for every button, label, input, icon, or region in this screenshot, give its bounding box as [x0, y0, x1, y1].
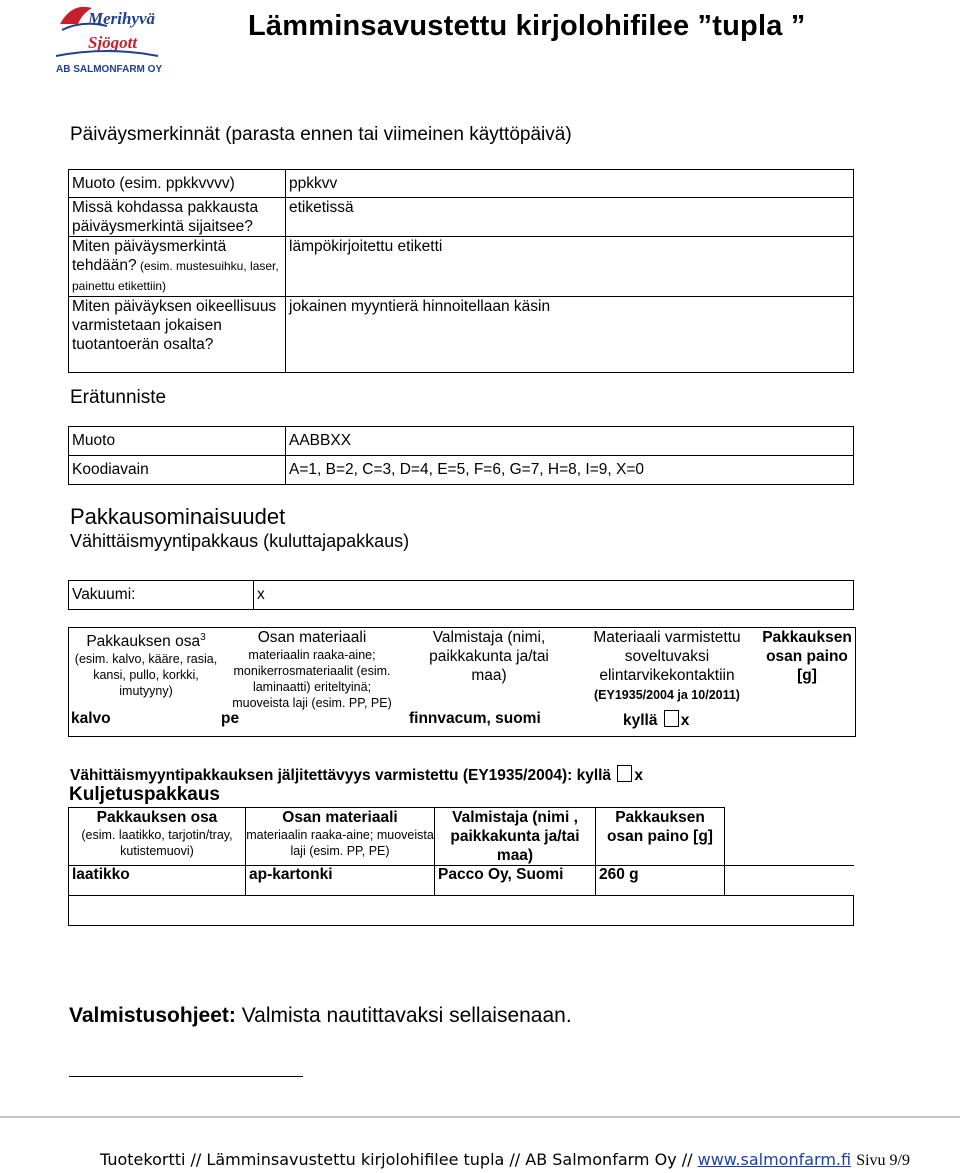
packaging-heading: Pakkausominaisuudet: [70, 504, 286, 529]
date-method-label: Miten päiväysmerkintä tehdään? (esim. mustesuihku, laser, painettu etikettiin): [69, 237, 286, 297]
divider-line: [69, 1076, 303, 1077]
retail-col-material-head: Osan materiaali: [257, 629, 367, 646]
footer-divider: [0, 1116, 960, 1118]
vacuum-table: [68, 580, 854, 610]
retail-col-part-hint: (esim. kalvo, kääre, rasia, kansi, pullo, korkki, imutyyny): [74, 652, 218, 699]
svg-text:Sjögott: Sjögott: [88, 33, 138, 52]
retail-col-part: [73, 628, 219, 699]
transport-col-part: Pakkauksen osa (esim. laatikko, tarjotin/tray, kutistemuovi): [69, 808, 246, 866]
retail-col-part-head: Pakkauksen osa$^3$: [86, 632, 206, 651]
retail-col-approved-head: Materiaali varmistettu soveltuvaksi elintarvikekontaktiin: [593, 629, 741, 684]
date-check-label: Miten päiväyksen oikeellisuus varmistetaan jokaisen tuotantoerän osalta?: [69, 297, 286, 373]
transport-manufacturer-value: Pacco Oy, Suomi: [435, 866, 596, 896]
svg-text:Merihyvä: Merihyvä: [88, 9, 156, 28]
retail-material-value: pe: [221, 710, 240, 727]
date-method-value: lämpökirjoitettu etiketti: [286, 237, 854, 297]
page-footer: Tuotekortti // Lämminsavustettu kirjolohifilee tupla // AB Salmonfarm Oy // www.salmonfarm.fi Sivu 9/9: [100, 1150, 910, 1169]
retail-col-approved-hint: (EY1935/2004 ja 10/2011): [594, 688, 740, 702]
packaging-subheading: Vähittäismyyntipakkaus (kuluttajapakkaus): [70, 531, 410, 551]
checkbox-icon: [664, 710, 679, 727]
retail-col-approved: [577, 628, 757, 703]
batch-key-value: A=1, B=2, C=3, D=4, E=5, F=6, G=7, H=8, I=9, X=0: [286, 456, 854, 485]
retail-part-value: kalvo: [71, 710, 111, 727]
retail-col-weight-head: Pakkauksen osan paino [g]: [762, 629, 852, 684]
vacuum-value: x: [254, 581, 854, 610]
batch-table: [68, 426, 854, 485]
svg-text:AB SALMONFARM OY: AB SALMONFARM OY: [56, 64, 162, 75]
page-number: Sivu 9/9: [856, 1152, 910, 1169]
batch-section-heading: Erätunniste: [70, 387, 167, 408]
date-location-label: Missä kohdassa pakkausta päiväysmerkintä sijaitsee?: [69, 198, 286, 237]
date-section-heading: Päiväysmerkinnät (parasta ennen tai viimeinen käyttöpäivä): [70, 124, 572, 145]
retail-col-material-hint: materiaalin raaka-aine; monikerrosmateriaalit (esim. laminaatti) eriteltyinä; muoveista laji (esim. PP, PE): [232, 648, 392, 710]
transport-part-value: laatikko: [69, 866, 246, 896]
company-logo: [52, 0, 162, 78]
batch-format-value: AABBXX: [286, 427, 854, 456]
vacuum-label: Vakuumi:: [69, 581, 254, 610]
retail-col-manufacturer-head: Valmistaja (nimi, paikkakunta ja/tai maa): [429, 629, 549, 684]
traceability-statement: Vähittäismyyntipakkauksen jäljitettävyys varmistettu (EY1935/2004): kyllä x: [70, 767, 643, 784]
retail-manufacturer-value: finnvacum, suomi: [409, 710, 541, 727]
checkbox-icon: [617, 765, 632, 782]
transport-col-material: Osan materiaali materiaalin raaka-aine; muoveista laji (esim. PP, PE): [246, 808, 435, 866]
transport-packaging-table: [68, 807, 854, 926]
batch-key-label: Koodiavain: [69, 456, 286, 485]
transport-heading: Kuljetuspakkaus: [69, 784, 220, 805]
transport-material-value: ap-kartonki: [246, 866, 435, 896]
document-title: Lämminsavustettu kirjolohifilee ”tupla ”: [248, 10, 806, 42]
transport-col-weight: Pakkauksen osan paino [g]: [596, 808, 725, 866]
retail-col-material: [224, 628, 400, 711]
transport-empty-row: [69, 896, 854, 926]
preparation-instructions: Valmistusohjeet: Valmista nautittavaksi sellaisenaan.: [69, 1004, 572, 1027]
website-link[interactable]: www.salmonfarm.fi: [697, 1150, 852, 1169]
transport-col-manufacturer: Valmistaja (nimi , paikkakunta ja/tai maa): [435, 808, 596, 866]
date-format-value: ppkkvv: [286, 170, 854, 198]
retail-approved-value: kyllä x: [623, 712, 690, 729]
batch-format-label: Muoto: [69, 427, 286, 456]
retail-packaging-table: [68, 627, 856, 737]
retail-col-weight: [761, 628, 853, 685]
date-table: [68, 169, 854, 373]
retail-col-manufacturer: [411, 628, 567, 685]
date-check-value: jokainen myyntierä hinnoitellaan käsin: [286, 297, 854, 373]
date-format-label: Muoto (esim. ppkkvvvv): [69, 170, 286, 198]
date-location-value: etiketissä: [286, 198, 854, 237]
transport-weight-value: 260 g: [596, 866, 725, 896]
